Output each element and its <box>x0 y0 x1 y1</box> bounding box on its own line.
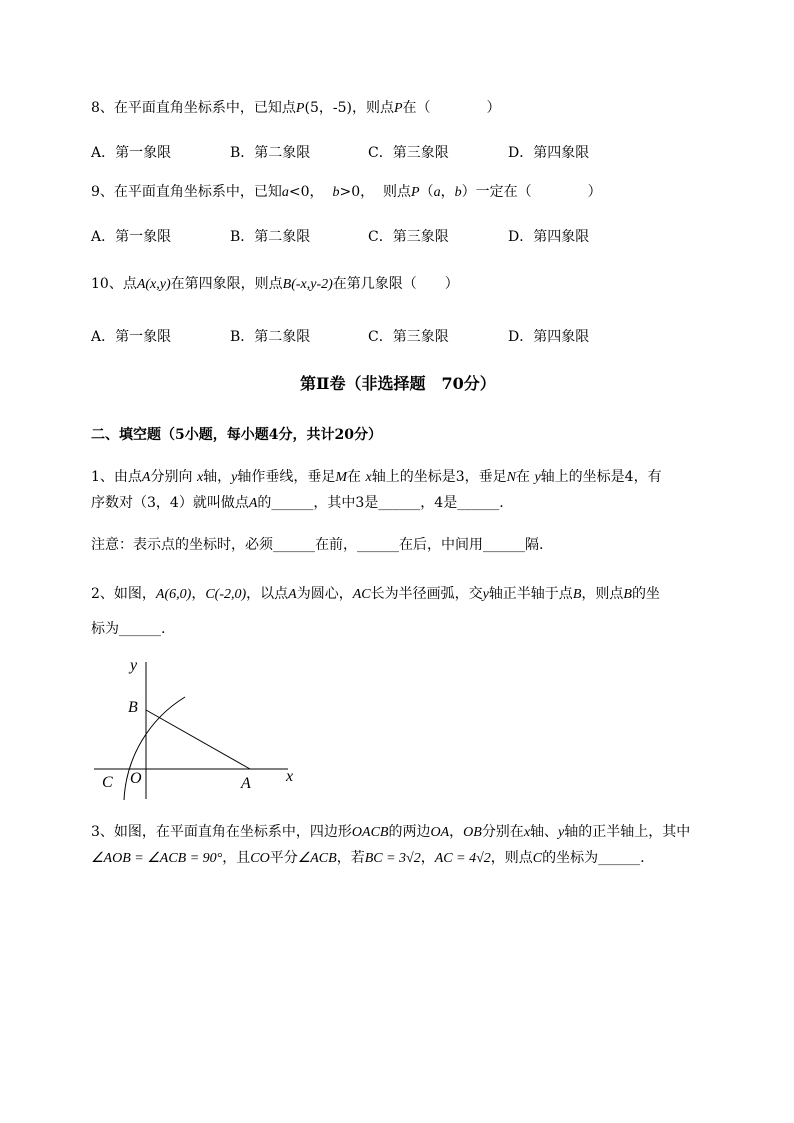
f3-ac-eq: AC = 4√2 <box>434 851 491 866</box>
f2-text-a: 2、如图， <box>91 586 156 602</box>
q9-cond-b-rel: >0， <box>339 184 375 200</box>
f1-note: 注意：表示点的坐标时，必须______在前，______在后，中间用______隔. <box>91 537 544 553</box>
f3-text-l2a: ，且 <box>222 850 251 866</box>
q9-option-c[interactable]: C．第三象限 <box>368 229 449 245</box>
q8-option-d[interactable]: D．第四象限 <box>508 145 590 161</box>
label-y: y <box>130 657 138 674</box>
f3-line1 <box>91 822 690 843</box>
q10-point-b: B(-x,y-2) <box>282 277 333 292</box>
q9-cond-a: a <box>281 185 289 200</box>
f3-side-oa: OA <box>430 825 450 840</box>
f3-angle-acb: ∠ACB <box>297 851 337 866</box>
f2-text-h: 的坐 <box>631 586 660 602</box>
q9-coord-comma: ， <box>440 184 455 200</box>
f3-text-e: 轴、 <box>530 824 559 840</box>
f1-text-d: 轴作垂线，垂足 <box>237 469 336 485</box>
f1-foot-m: M <box>335 470 348 485</box>
f3-text-d: 分别在 <box>481 824 524 840</box>
f2-text-f: 轴正半轴于点 <box>488 586 573 602</box>
f1-text-e: 在 <box>347 469 362 485</box>
f1-text-h: 轴上的坐标是4，有 <box>540 469 662 485</box>
f2-text-g: ，则点 <box>581 586 624 602</box>
f2-center-a: A <box>288 587 297 602</box>
label-a: A <box>241 775 251 792</box>
f2-text-b: ， <box>191 586 206 602</box>
f1-point-a-2: A <box>248 496 258 511</box>
f3-text-l2f: 的坐标为______. <box>542 850 645 866</box>
f3-bc-eq: BC = 3√2 <box>364 851 421 866</box>
f2-point-a: A(6,0) <box>155 587 192 602</box>
label-x: x <box>286 768 294 785</box>
f1-text-l2b: 的______，其中3是______，4是______. <box>257 495 504 511</box>
part2-title: 第Ⅱ卷（非选择题 70分） <box>300 374 496 393</box>
q8-option-b[interactable]: B．第二象限 <box>230 145 311 161</box>
f2-point-c: C(-2,0) <box>205 587 247 602</box>
q10-option-c[interactable]: C．第三象限 <box>368 329 449 345</box>
q9-stem-text-b: 则点 <box>383 184 412 200</box>
f2-text-e: 长为半径画弧，交 <box>370 586 483 602</box>
f3-text-l2c: ，若 <box>336 850 365 866</box>
f3-line2 <box>91 848 645 869</box>
f3-segment-co: CO <box>250 851 270 866</box>
f1-y-var-2: y <box>534 470 541 485</box>
f3-text-b: 的两边 <box>388 824 431 840</box>
f3-y-var: y <box>558 825 565 840</box>
f3-angle-eq: ∠AOB = ∠ACB = 90° <box>91 851 223 866</box>
q8-option-a[interactable]: A．第一象限 <box>91 145 172 161</box>
f1-text-c: 轴， <box>203 469 232 485</box>
f3-x-var: x <box>523 825 531 840</box>
f2-segment-ac: AC <box>352 587 371 602</box>
q8-stem <box>91 98 501 119</box>
f3-text-l2b: 平分 <box>269 850 298 866</box>
q8-point-name: P <box>295 101 305 116</box>
f2-line2: 标为______. <box>91 621 166 637</box>
segment-ba <box>146 710 250 769</box>
q8-point-name-2: P <box>393 101 403 116</box>
q9-option-d[interactable]: D．第四象限 <box>508 229 590 245</box>
q9-coords-close: ） <box>461 184 476 200</box>
q10-stem-text-c: 在第几象限（ ） <box>332 276 459 292</box>
f1-x-var: x <box>196 470 204 485</box>
q9-point: P <box>411 185 420 200</box>
f3-point-c: C <box>532 851 543 866</box>
label-c: C <box>102 774 113 791</box>
f2-point-b-2: B <box>623 587 632 602</box>
f3-quadrilateral: OACB <box>351 825 389 840</box>
f1-foot-n: N <box>506 470 516 485</box>
q9-option-a[interactable]: A．第一象限 <box>91 229 172 245</box>
q9-cond-b: b <box>332 185 340 200</box>
section2-heading: 二、填空题（5小题，每小题4分，共计20分） <box>91 427 382 443</box>
q9-coord-a: a <box>433 185 441 200</box>
label-o: O <box>130 770 142 787</box>
q10-stem <box>91 274 459 295</box>
q10-option-d[interactable]: D．第四象限 <box>508 329 590 345</box>
f1-text-l2a: 序数对（3，4）就叫做点 <box>91 495 249 511</box>
q8-stem-text-b: ，则点 <box>351 100 394 116</box>
q10-option-b[interactable]: B．第二象限 <box>230 329 311 345</box>
f2-line1 <box>91 584 660 605</box>
f2-text-c: ，以点 <box>246 586 289 602</box>
f3-text-c: ， <box>449 824 464 840</box>
f1-text-b: 分别向 <box>150 469 193 485</box>
f1-text-g: 在 <box>515 469 530 485</box>
q10-option-a[interactable]: A．第一象限 <box>91 329 172 345</box>
f1-point-a: A <box>141 470 151 485</box>
f2-text-d: 为圆心， <box>296 586 353 602</box>
f1-text-a: 1、由点 <box>91 469 142 485</box>
q9-stem <box>91 182 602 203</box>
q8-stem-text-c: 在（ ） <box>402 100 501 116</box>
q10-point-a: A(x,y) <box>136 277 171 292</box>
label-b: B <box>128 699 138 716</box>
f2-point-b: B <box>572 587 582 602</box>
f3-text-f: 轴的正半轴上，其中 <box>564 824 691 840</box>
coordinate-figure <box>88 654 308 804</box>
f1-x-var-2: x <box>365 470 372 485</box>
f2-y-var: y <box>482 587 489 602</box>
q10-stem-text: 10、点 <box>91 276 137 292</box>
q8-option-c[interactable]: C．第三象限 <box>368 145 449 161</box>
f3-side-ob: OB <box>463 825 482 840</box>
f3-text-a: 3、如图，在平面直角在坐标系中，四边形 <box>91 824 352 840</box>
f3-text-l2d: ， <box>420 850 435 866</box>
q9-coord-b: b <box>454 185 462 200</box>
q9-cond-a-rel: <0， <box>288 184 324 200</box>
f1-line1 <box>91 467 662 488</box>
f1-y-var: y <box>231 470 238 485</box>
f1-line2 <box>91 493 504 514</box>
q10-stem-text-b: 在第四象限，则点 <box>170 276 283 292</box>
q9-coords-open: （ <box>419 184 434 200</box>
q8-point-coords: (5，-5) <box>304 100 352 116</box>
q9-option-b[interactable]: B．第二象限 <box>230 229 311 245</box>
f1-text-f: 轴上的坐标是3，垂足 <box>371 469 507 485</box>
f3-text-l2e: ，则点 <box>490 850 533 866</box>
q8-stem-text: 8、在平面直角坐标系中，已知点 <box>91 100 296 116</box>
q9-stem-text: 9、在平面直角坐标系中，已知 <box>91 184 282 200</box>
q9-stem-text-c: 一定在（ ） <box>475 184 602 200</box>
